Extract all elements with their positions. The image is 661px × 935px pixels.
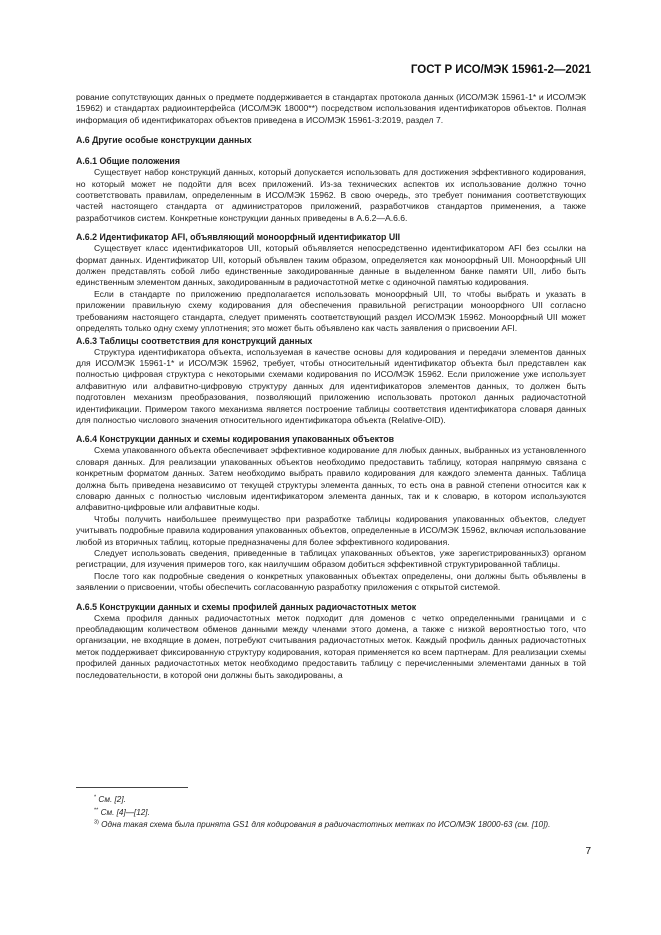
section-a64-paragraph-4: После того как подробные сведения о конкретных упакованных объектах определены, они должны быть объявлены в заявлении о присвоении, чтобы обеспечить согласованную разработку приложения с открытой системой. <box>76 570 586 593</box>
footnote-divider <box>76 787 188 788</box>
section-a61-paragraph: Существует набор конструкций данных, который допускается использовать для достижения эффективного кодирования, но который может не подойти для всех приложений. Из-за технических аспектов их использование должно точно соответствовать правилам, определенным в ИСО/МЭК 15962. В свою очередь, это требует понимания соответствующих частей настоящего стандарта от администраторов приложений, разработчиков стандартов применения, а также разработчиков систем. Конкретные конструкции данных приведены в А.6.2—А.6.6. <box>76 167 586 223</box>
section-a64-title: А.6.4 Конструкции данных и схемы кодирования упакованных объектов <box>76 434 394 445</box>
footnotes <box>76 794 586 832</box>
footnote-3 <box>76 819 586 832</box>
paragraph-continuation: рование сопутствующих данных о предмете поддерживается в стандартах протокола данных (ИСО/МЭК 15961-1* и ИСО/МЭК 15962) и стандартах радиоинтерфейса (ИСО/МЭК 18000**) посредством использования идентификаторов объектов. Полная информация об идентификаторах объектов приведена в ИСО/МЭК 15961-3:2019, раздел 7. <box>76 92 586 125</box>
section-a62-paragraph-1: Существует класс идентификаторов UII, который объявляется непосредственно идентификатором AFI без ссылки на формат данных. Идентификатор UII, который объявлен таким образом, определяется как моноорфный UII. Моноорфный UII должен представлять собой либо единственные закодированные данные в выделенном банке памяти UII, либо быть единственным элементом данных, закодированным в радиочастотной метке с одиночной памятью кодирования. <box>76 243 586 288</box>
footnote-3-text: Одна такая схема была принята GS1 для кодирования в радиочастотных метках по ИСО/МЭК 18000-63 (см. [10]). <box>101 820 551 829</box>
footnote-1 <box>76 794 586 807</box>
section-a62-title: А.6.2 Идентификатор AFI, объявляющий моноорфный идентификатор UII <box>76 232 401 243</box>
footnote-2-mark: ** <box>94 806 99 813</box>
section-a65-paragraph: Схема профиля данных радиочастотных меток подходит для доменов с четко определенными границами и с преобладающим количеством обменов данными между членами этого домена, а также с низкой вероятностью того, что организации, не входящие в домен, потребуют считывания радиочастотных меток. Каждый профиль данных радиочастотных меток поддерживает фиксированную структуру кодирования, которая применяется ко всем партнерам. Для реализации схемы профилей данных радиочастотных меток необходимо предоставить таблицу с перечисленными элементами данных в той последовательности, в которой они должны быть закодированы, а <box>76 612 586 680</box>
footnote-3-mark: 3) <box>94 819 99 826</box>
main-text <box>76 92 586 681</box>
footnote-1-text: См. [2]. <box>98 795 126 804</box>
section-a64-paragraph-2: Чтобы получить наибольшее преимущество при разработке таблицы кодирования упакованных объектов, следует учитывать подробные правила кодирования упакованных объектов, определенные в ИСО/МЭК 15962, включая использование любой из вторичных таблиц, которые предназначены для более эффективного кодирования. <box>76 513 586 547</box>
page-header-standard-id: ГОСТ Р ИСО/МЭК 15961-2—2021 <box>410 64 591 76</box>
section-a65-title: А.6.5 Конструкции данных и схемы профилей данных радиочастотных меток <box>76 601 417 612</box>
footnote-2 <box>76 807 586 820</box>
section-a64-paragraph-1: Схема упакованного объекта обеспечивает эффективное кодирование для любых данных, выбранных из установленного словаря данных. Для реализации упакованных объектов необходимо предоставить таблицу, которая напрямую связана с конкретным форматом данных. Затем необходимо выбрать правило кодирования для каждого элемента данных. Таблица должна быть приведена независимо от текущей структуры элемента данных, то есть она в равной степени относится как к словарю данных с полностью числовым идентификатором элемента данных, так и к словарю, в котором используются алфавитно-цифровые или алфавитные коды. <box>76 445 586 513</box>
section-a61-title: А.6.1 Общие положения <box>76 156 180 167</box>
section-a63-paragraph: Структура идентификатора объекта, используемая в качестве основы для кодирования и передачи элементов данных для ИСО/МЭК 15961-1* и ИСО/МЭК 15962, требует, чтобы относительный идентификатор объекта был представлен как полностью цифровая структура с некоторыми схемами кодирования по ИСО/МЭК 15962. Если приложение уже использует алфавитную или алфавитно-цифровую структуру данных для идентификаторов элементов данных, то должен быть подготовлен механизм преобразования, позволяющий приложению использовать протокол данных радиочастотной идентификации. Примером такого механизма является построение таблицы соответствия идентификатора словаря данных для полностью числового значения относительного идентификатора объекта (Relative-OID). <box>76 346 586 425</box>
section-a63-title: А.6.3 Таблицы соответствия для конструкций данных <box>76 335 313 346</box>
section-a62-paragraph-2: Если в стандарте по приложению предполагается использовать моноорфный UII, то чтобы выбрать и указать в приложении правильную схему кодирования для обеспечения правильной регистрации моноорфного UII согласно требованиям настоящего стандарта, следует применять соответствующий раздел ИСО/МЭК 15962. Моноорфный UII может определять только одну схему уплотнения; это может быть объявлено как часть заявления о присвоении AFI. <box>76 288 586 334</box>
footnote-1-mark: * <box>94 794 97 801</box>
section-a6-title: А.6 Другие особые конструкции данных <box>76 135 252 146</box>
footnote-2-text: См. [4]—[12]. <box>100 807 150 817</box>
page-number: 7 <box>585 846 591 857</box>
section-a64-paragraph-3: Следует использовать сведения, приведенные в таблицах упакованных объектов, уже зарегистрированных3) органом регистрации, для изучения примеров того, как наилучшим образом добиться эффективной структурированной таблицы. <box>76 548 586 570</box>
